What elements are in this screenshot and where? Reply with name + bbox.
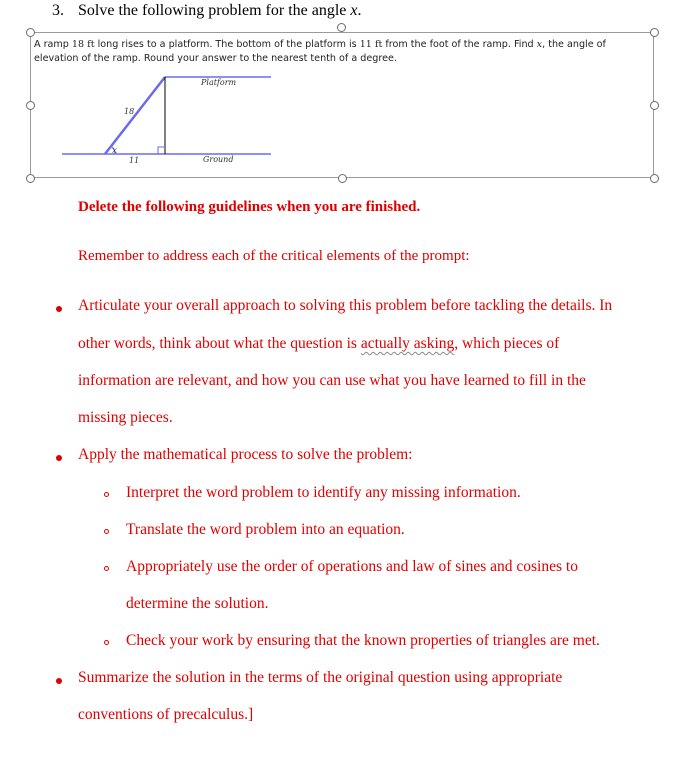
sub-bullet-2: Translate the word problem into an equation. (126, 521, 405, 538)
sub-bullet-4-marker (104, 640, 109, 645)
bullet-2-marker (56, 455, 62, 461)
bullet-1-line-3: information are relevant, and how you can use what you have learned to fill in the (78, 372, 586, 389)
prompt-part3: from the foot of the ramp. Find (382, 39, 537, 50)
grammar-flag-actually-asking[interactable]: actually asking (360, 335, 455, 352)
bullet-3-marker (56, 678, 62, 684)
problem-instruction: Solve the following problem for the angle (78, 2, 351, 19)
bullet-1-marker (56, 306, 62, 312)
sub-bullet-4: Check your work by ensuring that the known properties of triangles are met. (126, 632, 600, 649)
hypotenuse-label: 18 (124, 107, 135, 116)
bullet-3-line-1: Summarize the solution in the terms of the original question using appropriate (78, 669, 563, 686)
problem-period: . (357, 2, 362, 19)
prompt-part1: A ramp (34, 39, 72, 50)
sub-bullet-1: Interpret the word problem to identify any missing information. (126, 484, 521, 501)
guidelines-title: Delete the following guidelines when you are finished. (78, 199, 421, 215)
problem-heading (52, 2, 362, 20)
sub-bullet-3-marker (104, 566, 109, 571)
prompt-variable: x (536, 39, 543, 50)
sub-bullet-2-marker (104, 529, 109, 534)
sub-bullet-1-marker (104, 492, 109, 497)
prompt-part2: long rises to a platform. The bottom of the platform is (94, 39, 360, 50)
rotate-handle[interactable] (337, 23, 346, 32)
resize-handle-mid-right[interactable] (650, 101, 659, 110)
bullet-2-text: Apply the mathematical process to solve the problem: (78, 446, 413, 463)
prompt-part4: , the angle of elevation of the ramp. Round your answer to the nearest tenth of a degree. (34, 39, 606, 64)
problem-prompt (34, 38, 649, 65)
ramp-diagram (55, 70, 275, 165)
angle-label: x (112, 146, 118, 156)
prompt-ramp-length: 18 ft (71, 39, 95, 50)
bullet-1-line-4: missing pieces. (78, 409, 173, 426)
sub-bullet-3-line-1: Appropriately use the order of operations and law of sines and cosines to (126, 558, 578, 575)
problem-variable: x (350, 2, 358, 19)
guidelines-intro: Remember to address each of the critical elements of the prompt: (78, 248, 470, 264)
resize-handle-top-left[interactable] (26, 28, 35, 37)
bullet-1-line-2-post: , which pieces of (454, 335, 560, 352)
base-label: 11 (129, 156, 140, 165)
bullet-3-line-2: conventions of precalculus.] (78, 706, 254, 723)
platform-label: Platform (201, 78, 237, 87)
ramp-line (105, 77, 165, 154)
resize-handle-mid-left[interactable] (26, 101, 35, 110)
bullet-1-line-1: Articulate your overall approach to solving this problem before tackling the details. In (78, 297, 613, 314)
resize-handle-bottom-left[interactable] (26, 174, 35, 183)
prompt-base-distance: 11 ft (359, 39, 383, 50)
right-angle-marker (158, 147, 165, 154)
resize-handle-bottom-right[interactable] (650, 174, 659, 183)
ground-label: Ground (203, 155, 234, 164)
resize-handle-top-right[interactable] (650, 28, 659, 37)
bullet-1-line-2 (78, 335, 559, 353)
resize-handle-bottom-mid[interactable] (338, 174, 347, 183)
problem-number: 3. (52, 2, 64, 19)
sub-bullet-3-line-2: determine the solution. (126, 595, 269, 612)
bullet-1-line-2-pre: other words, think about what the question is (78, 335, 361, 352)
